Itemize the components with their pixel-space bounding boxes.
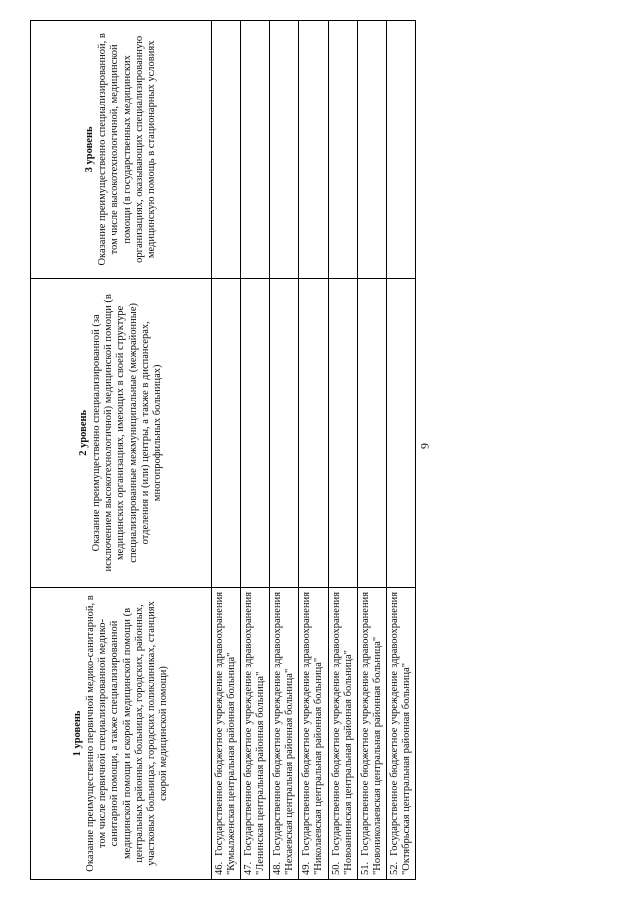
row-number: 46. — [214, 861, 225, 875]
header-level-2 — [31, 278, 212, 587]
institution-cell — [386, 587, 415, 879]
level-1-title: 1 уровень — [72, 710, 84, 757]
institution-cell — [270, 587, 299, 879]
empty-cell — [357, 21, 386, 279]
table-row — [241, 21, 270, 880]
empty-cell — [241, 21, 270, 279]
institution-name: Государственное бюджетное учреждение здравоохранения "Ленинская центральная районная больница" — [243, 591, 267, 875]
table-row — [270, 21, 299, 880]
empty-cell — [299, 21, 328, 279]
empty-cell — [212, 21, 241, 279]
institution-cell — [212, 587, 241, 879]
row-number: 48. — [272, 861, 284, 875]
page-number: 9 — [417, 443, 432, 449]
institution-name: Государственное бюджетное учреждение здравоохранения "Новониколаевская центральная районная больница" — [359, 591, 383, 875]
empty-cell — [357, 278, 386, 587]
level-1-description: Оказание преимущественно первичной медико-санитарной, в том числе первичной специализированной медико-санитарной помощи, а также специализированной медицинской помощи и скорой медицинской помощи (в центральных районных больницах, городских, районных, участковых больницах, городских поликлиниках, станциях скорой медицинской помощи) — [85, 595, 169, 872]
rotated-table-wrapper — [30, 20, 412, 880]
empty-cell — [241, 278, 270, 587]
empty-cell — [386, 21, 415, 279]
institution-name: Государственное бюджетное учреждение здравоохранения "Октябрьская центральная районная больница" — [388, 591, 412, 875]
institution-cell — [241, 587, 270, 879]
level-3-description: Оказание преимущественно специализированной, в том числе высокотехнологичной, медицинской помощи (в государственных медицинских организациях, оказывающих специализированную медицинскую помощь в стационарных условиях — [97, 33, 157, 266]
row-number: 47. — [243, 861, 255, 875]
institution-cell — [299, 587, 328, 879]
institution-cell — [328, 587, 357, 879]
empty-cell — [328, 21, 357, 279]
row-number: 51. — [359, 861, 371, 875]
empty-cell — [386, 278, 415, 587]
table-row — [328, 21, 357, 880]
empty-cell — [212, 278, 241, 587]
institution-name: Государственное бюджетное учреждение здравоохранения "Нехаевская центральная районная больница" — [272, 591, 296, 875]
table-row — [212, 21, 241, 880]
institution-name: Государственное бюджетное учреждение здравоохранения "Николаевская центральная районная больница" — [301, 591, 325, 875]
empty-cell — [270, 21, 299, 279]
institution-cell — [357, 587, 386, 879]
table-row — [299, 21, 328, 880]
row-number: 49. — [301, 861, 313, 875]
header-level-1 — [31, 587, 212, 879]
row-number: 52. — [388, 861, 400, 875]
level-2-title: 2 уровень — [78, 409, 90, 456]
level-2-description: Оказание преимущественно специализированной (за исключением высокотехнологичной) медицинской помощи (в медицинских организациях, имеющих в своей структуре специализированные межмуниципальные (межрайонные) отделения и (или) центры, а также в диспансерах, многопрофильных больницах) — [91, 294, 163, 572]
medical-levels-table — [30, 20, 416, 880]
row-number: 50. — [330, 861, 342, 875]
table-row — [357, 21, 386, 880]
empty-cell — [299, 278, 328, 587]
institution-name: Государственное бюджетное учреждение здравоохранения "Кумылженская центральная районная больница" — [214, 591, 238, 875]
table-header-row — [31, 21, 212, 880]
empty-cell — [328, 278, 357, 587]
header-level-3 — [31, 21, 212, 279]
table-row — [386, 21, 415, 880]
empty-cell — [270, 278, 299, 587]
institution-name: Государственное бюджетное учреждение здравоохранения "Новоаннинская центральная районная больница" — [330, 591, 354, 875]
level-3-title: 3 уровень — [84, 126, 96, 173]
